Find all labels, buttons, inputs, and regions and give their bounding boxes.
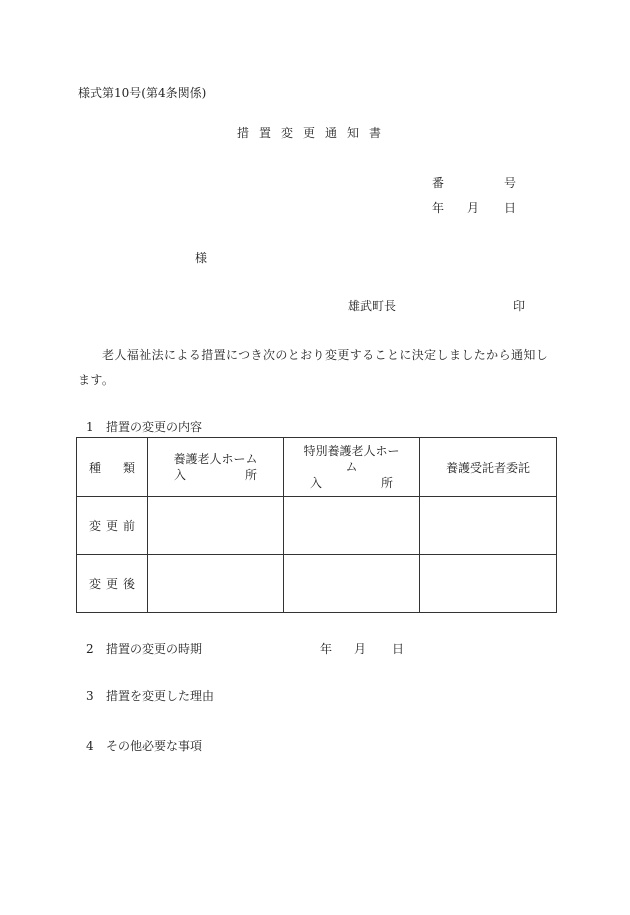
header-jutaku-cell: 養護受託者委託 [420,438,557,497]
document-title: 措置変更通知書 [237,126,392,140]
item-label: 措置を変更した理由 [106,689,215,703]
row-before-yogo-cell [148,497,284,555]
header-yogo-home-line2a: 入 [174,468,187,482]
table-row-after [77,555,557,613]
date-day-label: 日 [504,201,517,215]
item2-day-label: 日 [392,642,405,656]
date-year-label: 年 [432,201,445,215]
item-change-timing [86,640,202,657]
row-after-char1: 変 [89,577,102,591]
item-label: その他必要な事項 [106,739,203,753]
item-change-content [86,418,202,435]
addressee-suffix: 様 [195,251,208,265]
header-kind-cell [77,438,148,497]
row-before-jutaku-cell [420,497,557,555]
row-after-jutaku-cell [420,555,557,613]
item2-year-label: 年 [320,642,333,656]
header-kind-char2: 類 [122,460,135,475]
item-number: 1 [86,420,94,434]
item-change-reason [86,687,214,704]
form-number: 様式第10号(第4条関係) [78,86,207,100]
row-after-tokubetsu-cell [284,555,420,613]
row-after-label-cell [77,555,148,613]
seal-mark: 印 [513,299,526,313]
sender-name: 雄武町長 [348,299,397,313]
row-after-char3: 後 [122,577,135,591]
header-tokubetsu-home-cell [284,438,420,497]
table-header-row [77,438,557,497]
number-label-go: 号 [504,176,517,190]
header-yogo-home-cell [148,438,284,497]
item2-month-label: 月 [354,642,367,656]
row-before-char1: 変 [89,519,102,533]
row-before-char3: 前 [122,519,135,533]
item-number: 4 [86,739,94,753]
row-before-char2: 更 [105,519,118,533]
row-after-char2: 更 [105,577,118,591]
item-number: 3 [86,689,94,703]
header-tokubetsu-home-line1: 特別養護老人ホーム [303,444,400,474]
row-after-yogo-cell [148,555,284,613]
body-text: 老人福祉法による措置につき次のとおり変更することに決定しましたから通知します。 [78,348,549,387]
table-row-before [77,497,557,555]
header-tokubetsu-home-line2b: 所 [380,476,393,490]
row-before-tokubetsu-cell [284,497,420,555]
change-content-table [76,437,557,613]
number-label-ban: 番 [432,176,445,190]
item-label: 措置の変更の時期 [106,642,203,656]
item-number: 2 [86,642,94,656]
header-kind-char1: 種 [89,460,102,475]
item-other-matters [86,737,202,754]
row-before-label-cell [77,497,148,555]
header-yogo-home-line1: 養護老人ホーム [173,452,258,466]
header-yogo-home-line2b: 所 [244,468,257,482]
header-tokubetsu-home-line2a: 入 [310,476,323,490]
date-month-label: 月 [467,201,480,215]
item-label: 措置の変更の内容 [106,420,203,434]
